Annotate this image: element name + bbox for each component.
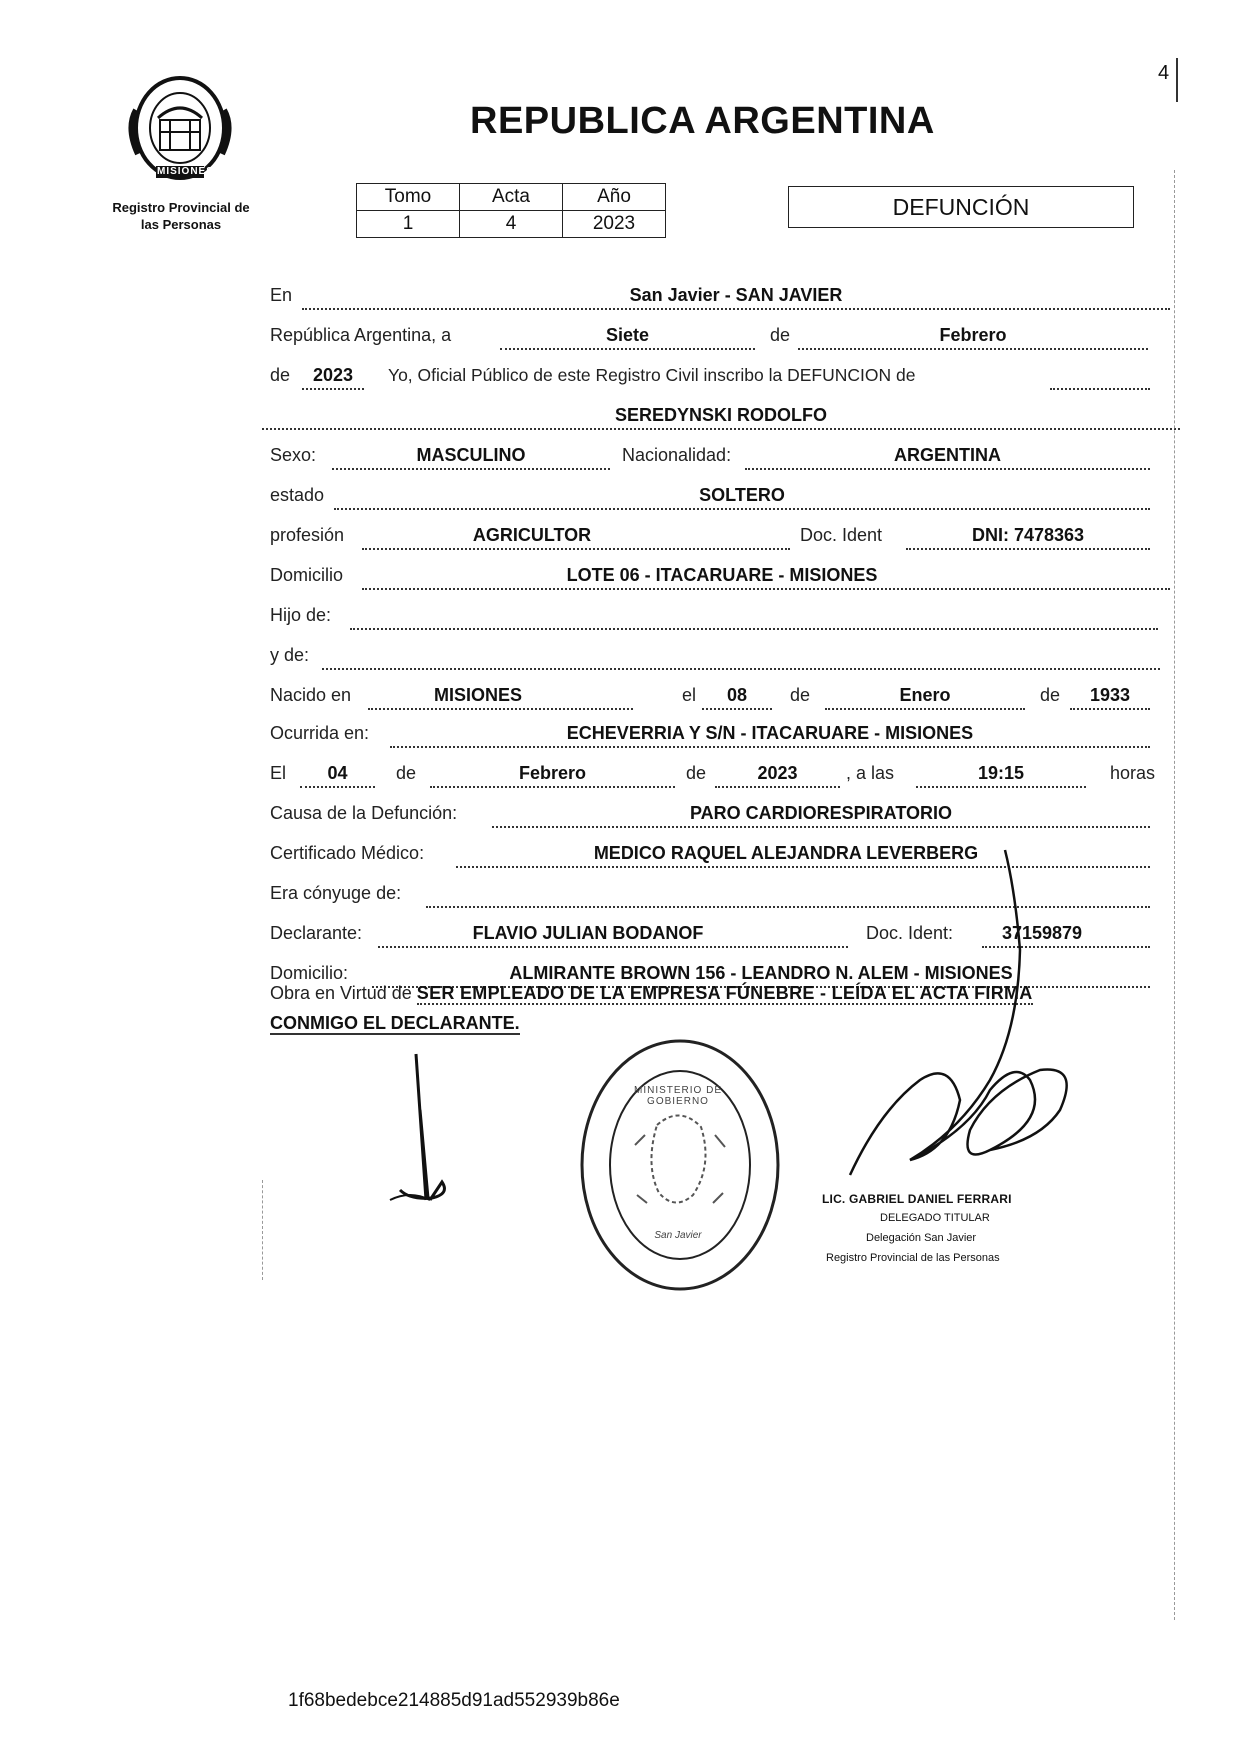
signatory-role: DELEGADO TITULAR [880, 1212, 990, 1224]
row-causa [270, 798, 1180, 828]
obra-text-line2: CONMIGO EL DECLARANTE. [270, 1013, 520, 1033]
dotted-line [362, 548, 790, 550]
marital-status: SOLTERO [699, 485, 785, 505]
year: 2023 [312, 365, 354, 385]
row-domicilio [270, 560, 1180, 590]
causa-label: Causa de la Defunción: [270, 803, 458, 823]
register-header-row [357, 184, 666, 211]
document-type-box [788, 186, 1134, 228]
row-en [270, 280, 1180, 310]
row-hijo-de [270, 600, 1180, 630]
acta-header: Acta [460, 184, 563, 211]
register-value-row [357, 211, 666, 238]
dotted-line [300, 786, 375, 788]
birth-month: Enero [899, 685, 951, 705]
death-year: 2023 [757, 763, 798, 783]
death-time: 19:15 [977, 763, 1025, 783]
sexo-label: Sexo: [270, 445, 317, 465]
page-title: REPUBLICA ARGENTINA [470, 100, 935, 142]
dotted-line [825, 708, 1025, 710]
official-stamp [575, 1035, 785, 1295]
obra-label: Obra en Virtud de [270, 983, 412, 1003]
dotted-line [702, 708, 772, 710]
de5-label: de [396, 763, 417, 783]
signatory-name: LIC. GABRIEL DANIEL FERRARI [822, 1192, 1012, 1206]
seal-text-bottom: MISIONES [157, 166, 214, 177]
declarant-name: FLAVIO JULIAN BODANOF [472, 923, 704, 943]
registry-name-line1: Registro Provincial de [112, 200, 250, 215]
dotted-line [390, 746, 1150, 748]
dotted-line [332, 468, 610, 470]
row-profesion [270, 520, 1180, 550]
address-value: LOTE 06 - ITACARUARE - MISIONES [566, 565, 878, 585]
el2-label: El [270, 763, 287, 783]
republica-label: República Argentina, a [270, 325, 452, 345]
signatory-office: Delegación San Javier [866, 1232, 977, 1244]
dotted-line [334, 508, 1150, 510]
obra-text-line1: SER EMPLEADO DE LA EMPRESA FÚNEBRE - LEÍDA EL ACTA FIRMA [416, 983, 1033, 1003]
en-label: En [270, 285, 293, 305]
de4-label: de [1040, 685, 1061, 705]
signatory-registry: Registro Provincial de las Personas [826, 1252, 1000, 1264]
conyuge-label: Era cónyuge de: [270, 883, 402, 903]
row-y-de [270, 640, 1180, 670]
dotted-line [916, 786, 1086, 788]
dotted-line [1050, 388, 1150, 390]
anio-value: 2023 [563, 211, 666, 238]
official-signature [840, 830, 1080, 1210]
registry-location: San Javier - SAN JAVIER [629, 285, 843, 305]
dotted-line [350, 628, 1158, 630]
row-fecha-inscripcion [270, 320, 1180, 350]
dotted-line [302, 308, 1170, 310]
nationality-value: ARGENTINA [894, 445, 1001, 465]
row-estado [270, 480, 1180, 510]
medical-certifier: MEDICO RAQUEL ALEJANDRA LEVERBERG [593, 843, 979, 863]
register-table [356, 183, 666, 238]
certificado-label: Certificado Médico: [270, 843, 425, 863]
dotted-line [745, 468, 1150, 470]
doc-ident-label: Doc. Ident [800, 525, 883, 545]
place-of-death: ECHEVERRIA Y S/N - ITACARUARE - MISIONES [566, 723, 974, 743]
dotted-line [322, 668, 1160, 670]
declarant-signature [370, 1050, 470, 1220]
dotted-line [368, 708, 633, 710]
page-edge-mark [1176, 58, 1178, 102]
declarant-doc: 37159879 [1001, 923, 1083, 943]
de6-label: de [686, 763, 707, 783]
page-number: 4 [1158, 62, 1170, 84]
row-nacimiento [270, 680, 1180, 710]
acta-value: 4 [460, 211, 563, 238]
declarant-address: ALMIRANTE BROWN 156 - LEANDRO N. ALEM - MISIONES [509, 963, 1013, 983]
dotted-line [378, 946, 848, 948]
birth-day: 08 [726, 685, 748, 705]
sex-value: MASCULINO [416, 445, 526, 465]
month: Febrero [939, 325, 1007, 345]
row-anio-yo [270, 360, 1180, 390]
dotted-line [500, 348, 755, 350]
y-de-label: y de: [270, 645, 310, 665]
dotted-line [492, 826, 1150, 828]
cause-of-death: PARO CARDIORESPIRATORIO [689, 803, 953, 823]
row-nombre [262, 400, 1180, 430]
alas-label: , a las [846, 763, 895, 783]
de-label: de [770, 325, 791, 345]
domicilio2-label: Domicilio: [270, 963, 349, 983]
death-day: 04 [327, 763, 348, 783]
dotted-line [262, 428, 1180, 430]
estado-label: estado [270, 485, 325, 505]
domicilio-label: Domicilio [270, 565, 344, 585]
dotted-line [302, 388, 364, 390]
doc-ident-value: DNI: 7478363 [971, 525, 1085, 545]
registry-name-line2: las Personas [140, 217, 222, 232]
day-in-words: Siete [605, 325, 650, 345]
profesion-label: profesión [270, 525, 345, 545]
nacido-label: Nacido en [270, 685, 352, 705]
dotted-line [1070, 708, 1150, 710]
document-hash: 1f68bedebce214885d91ad552939b86e [288, 1690, 620, 1711]
dotted-line [430, 786, 675, 788]
anio-header: Año [563, 184, 666, 211]
document-type: DEFUNCIÓN [892, 194, 1030, 220]
birth-year: 1933 [1089, 685, 1131, 705]
dotted-line [906, 548, 1150, 550]
tomo-header: Tomo [357, 184, 460, 211]
stamp-inner-text: MINISTERIO DE GOBIERNO [633, 1085, 722, 1107]
dotted-line [715, 786, 840, 788]
ocurrida-label: Ocurrida en: [270, 723, 370, 743]
deceased-name: SEREDYNSKI RODOLFO [614, 405, 828, 425]
de3-label: de [790, 685, 811, 705]
row-ocurrida [270, 718, 1180, 748]
left-margin-ticks [262, 1180, 263, 1280]
nacionalidad-label: Nacionalidad: [622, 445, 732, 465]
stamp-city: San Javier [654, 1230, 702, 1241]
row-fecha-defuncion [270, 758, 1180, 788]
tomo-value: 1 [357, 211, 460, 238]
doc2-label: Doc. Ident: [866, 923, 954, 943]
el-label: el [682, 685, 697, 705]
yo-text: Yo, Oficial Público de este Registro Civil inscribo la DEFUNCION de [388, 365, 916, 385]
death-month: Febrero [518, 763, 587, 783]
dotted-line [798, 348, 1148, 350]
right-margin-ticks [1174, 170, 1175, 1620]
horas-label: horas [1110, 763, 1156, 783]
hijo-de-label: Hijo de: [270, 605, 332, 625]
profession-value: AGRICULTOR [472, 525, 592, 545]
declarante-label: Declarante: [270, 923, 363, 943]
birthplace: MISIONES [433, 685, 522, 705]
row-sexo [270, 440, 1180, 470]
de2-label: de [270, 365, 291, 385]
dotted-line [362, 588, 1170, 590]
